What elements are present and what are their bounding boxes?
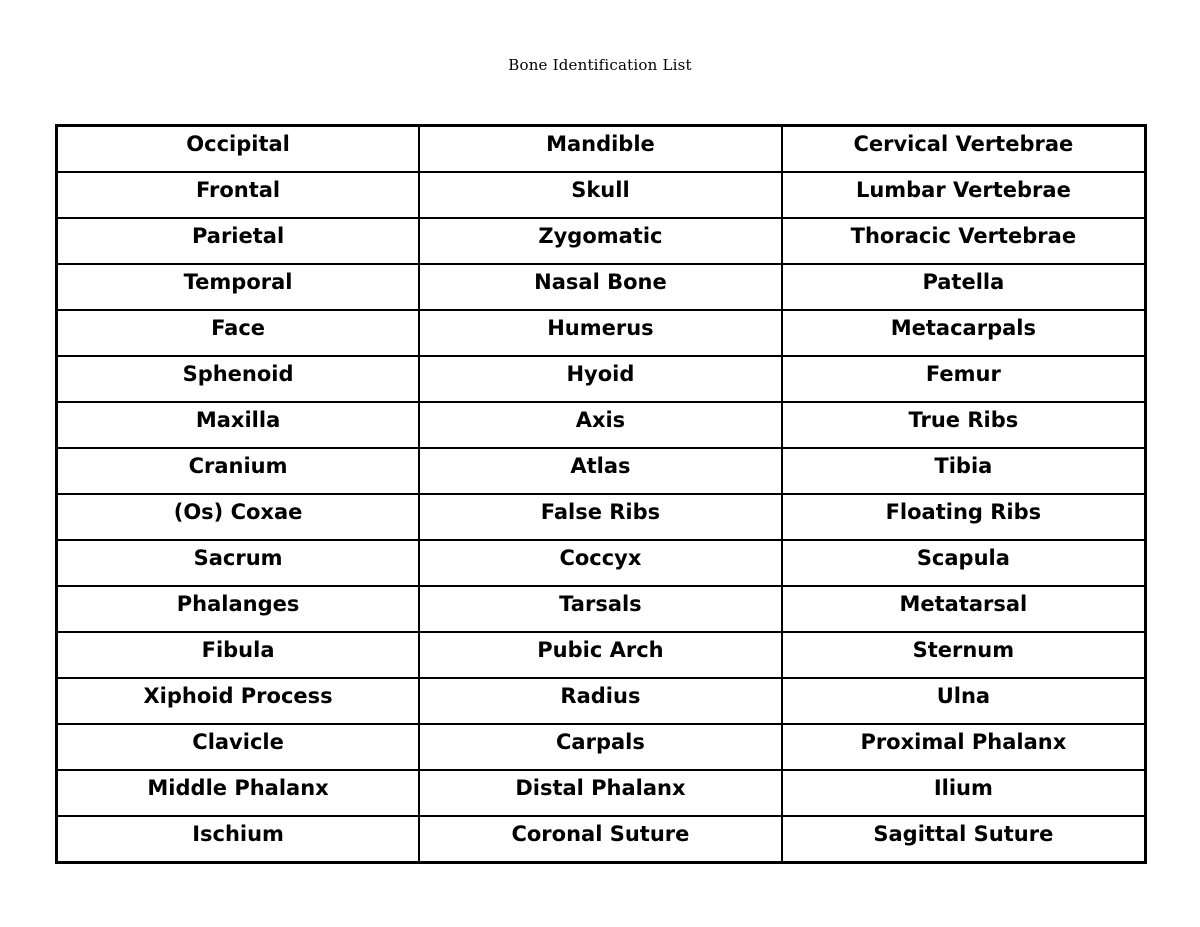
bone-name: Distal Phalanx [515, 776, 686, 800]
table-row [57, 402, 1146, 448]
bone-name: Metacarpals [890, 316, 1036, 340]
table-cell [419, 264, 782, 310]
table-cell [782, 816, 1146, 863]
table-cell [419, 678, 782, 724]
bone-name: Humerus [547, 316, 654, 340]
table-cell [57, 770, 420, 816]
bone-name: Tibia [934, 454, 993, 478]
bone-name: True Ribs [908, 408, 1019, 432]
table-cell [419, 402, 782, 448]
bone-name: Phalanges [176, 592, 300, 616]
bone-name: Cranium [188, 454, 288, 478]
bone-name: Ulna [936, 684, 991, 708]
bone-name: Tarsals [559, 592, 642, 616]
table-row [57, 172, 1146, 218]
table-cell [57, 126, 420, 173]
table-row [57, 816, 1146, 863]
bone-name: Mandible [546, 132, 655, 156]
table-cell [57, 172, 420, 218]
bone-name: Maxilla [195, 408, 281, 432]
table-cell [782, 494, 1146, 540]
bone-name: False Ribs [540, 500, 661, 524]
table-row [57, 264, 1146, 310]
bone-name: Hyoid [566, 362, 635, 386]
page-title: Bone Identification List [508, 56, 692, 74]
bone-name: Sternum [912, 638, 1015, 662]
table-row [57, 448, 1146, 494]
table-cell [57, 218, 420, 264]
table-cell [782, 724, 1146, 770]
table-cell [57, 678, 420, 724]
table-cell [782, 126, 1146, 173]
bone-name: Radius [560, 684, 641, 708]
table-cell [782, 402, 1146, 448]
bone-name: Scapula [916, 546, 1010, 570]
bone-list-table [55, 124, 1147, 864]
table-cell [419, 494, 782, 540]
table-cell [419, 172, 782, 218]
bone-name: Middle Phalanx [147, 776, 329, 800]
bone-name: Nasal Bone [534, 270, 667, 294]
bone-name: Femur [925, 362, 1001, 386]
bone-name: Face [211, 316, 266, 340]
bone-list-body [57, 126, 1146, 863]
table-cell [782, 310, 1146, 356]
table-cell [57, 448, 420, 494]
bone-name: Floating Ribs [885, 500, 1042, 524]
bone-name: (Os) Coxae [173, 500, 303, 524]
table-cell [57, 540, 420, 586]
bone-name: Carpals [556, 730, 645, 754]
bone-name: Parietal [191, 224, 285, 248]
table-row [57, 356, 1146, 402]
table-cell [419, 310, 782, 356]
table-cell [57, 356, 420, 402]
bone-name: Lumbar Vertebrae [855, 178, 1071, 202]
table-cell [57, 724, 420, 770]
bone-name: Occipital [186, 132, 290, 156]
table-cell [782, 356, 1146, 402]
table-row [57, 586, 1146, 632]
table-cell [419, 816, 782, 863]
table-cell [782, 632, 1146, 678]
table-cell [57, 402, 420, 448]
table-cell [419, 356, 782, 402]
table-cell [419, 448, 782, 494]
table-cell [419, 632, 782, 678]
bone-name: Pubic Arch [537, 638, 664, 662]
bone-name: Sacrum [193, 546, 283, 570]
bone-name: Fibula [201, 638, 275, 662]
table-row [57, 126, 1146, 173]
table-cell [57, 632, 420, 678]
bone-name: Temporal [183, 270, 293, 294]
table-row [57, 310, 1146, 356]
table-cell [782, 172, 1146, 218]
table-row [57, 540, 1146, 586]
bone-name: Coronal Suture [511, 822, 690, 846]
table-cell [782, 586, 1146, 632]
bone-name: Xiphoid Process [143, 684, 333, 708]
table-cell [419, 126, 782, 173]
table-cell [57, 586, 420, 632]
bone-name: Thoracic Vertebrae [850, 224, 1077, 248]
table-row [57, 632, 1146, 678]
table-cell [782, 678, 1146, 724]
table-cell [782, 264, 1146, 310]
table-row [57, 678, 1146, 724]
table-cell [419, 770, 782, 816]
bone-name: Sphenoid [182, 362, 294, 386]
bone-name: Ischium [192, 822, 284, 846]
table-row [57, 218, 1146, 264]
bone-name: Patella [922, 270, 1005, 294]
table-row [57, 724, 1146, 770]
table-cell [57, 264, 420, 310]
bone-name: Cervical Vertebrae [853, 132, 1074, 156]
bone-name: Ilium [933, 776, 993, 800]
table-cell [782, 540, 1146, 586]
bone-name: Zygomatic [538, 224, 663, 248]
bone-name: Frontal [195, 178, 281, 202]
bone-name: Coccyx [559, 546, 642, 570]
table-row [57, 494, 1146, 540]
bone-name: Metatarsal [899, 592, 1028, 616]
table-cell [419, 724, 782, 770]
bone-name: Axis [575, 408, 626, 432]
table-cell [419, 218, 782, 264]
table-cell [782, 218, 1146, 264]
table-cell [57, 816, 420, 863]
bone-name: Sagittal Suture [873, 822, 1054, 846]
table-cell [782, 770, 1146, 816]
bone-name: Clavicle [192, 730, 284, 754]
table-cell [57, 310, 420, 356]
table-cell [419, 586, 782, 632]
bone-name: Atlas [570, 454, 631, 478]
table-cell [419, 540, 782, 586]
bone-name: Skull [571, 178, 630, 202]
bone-name: Proximal Phalanx [860, 730, 1067, 754]
table-cell [782, 448, 1146, 494]
table-cell [57, 494, 420, 540]
table-row [57, 770, 1146, 816]
